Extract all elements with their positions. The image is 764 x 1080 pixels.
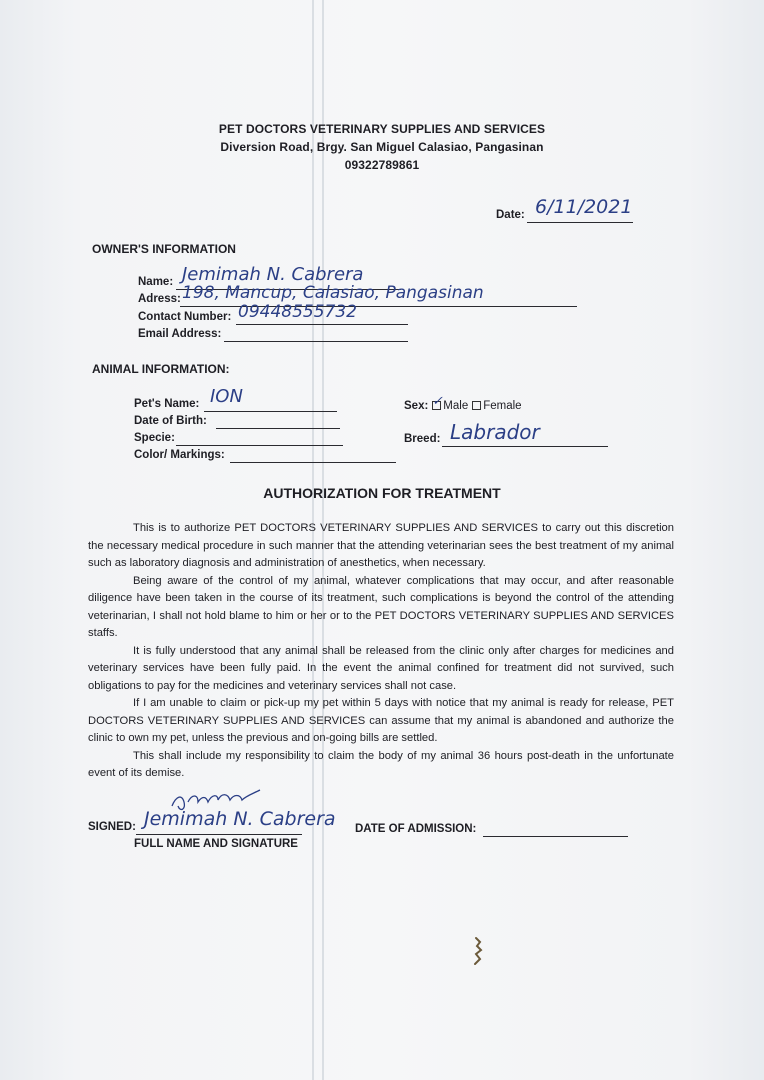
owner-contact-value[interactable]: 09448555732 — [238, 302, 357, 322]
ink-smudge-icon — [470, 936, 486, 966]
dob-label: Date of Birth: — [134, 415, 207, 427]
authorization-paragraph: It is fully understood that any animal shall be released from the clinic only after charges for medicines and veterinary services have been fully paid. In the event the animal confined for treatment did not survived, such obligations to pay for the medicines and veterinary services shall not case. — [88, 644, 674, 692]
signature-caption: FULL NAME AND SIGNATURE — [134, 838, 298, 850]
owner-address-value[interactable]: 198, Mancup, Calasiao, Pangasinan — [182, 283, 484, 303]
owner-contact-label: Contact Number: — [138, 311, 232, 323]
owner-contact-line — [236, 324, 408, 325]
business-address: Diversion Road, Brgy. San Miguel Calasiao, Pangasinan — [220, 140, 544, 154]
owner-address-label: Adress: — [138, 293, 181, 305]
color-markings-line — [230, 462, 396, 463]
female-option-label: Female — [483, 400, 522, 412]
owner-name-label: Name: — [138, 276, 174, 288]
authorization-body — [88, 520, 674, 783]
authorization-title: AUTHORIZATION FOR TREATMENT — [263, 485, 501, 501]
animal-section-title: ANIMAL INFORMATION: — [92, 362, 230, 376]
date-value[interactable]: 6/11/2021 — [535, 196, 633, 218]
sex-label: Sex: — [404, 400, 429, 412]
breed-value[interactable]: Labrador — [450, 420, 540, 444]
owner-email-line — [224, 341, 408, 342]
admission-date-line — [483, 836, 628, 837]
authorization-paragraph: If I am unable to claim or pick-up my pet within 5 days with notice that my animal is ready for release, PET DOCTORS VETERINARY SUPPLIES AND SERVICES can assume that my animal is abandoned and authorize the clinic to own my pet, unless the previous and on-going bills are settled. — [88, 697, 674, 744]
male-option-label: Male — [443, 400, 469, 412]
breed-line — [442, 446, 608, 447]
dob-line — [216, 428, 340, 429]
pet-name-line — [204, 411, 337, 412]
signed-name[interactable]: Jemimah N. Cabrera — [144, 808, 336, 830]
authorization-paragraph: This shall include my responsibility to claim the body of my animal 36 hours post-death in the unfortunate event of its demise. — [88, 749, 674, 779]
owner-section-title: OWNER'S INFORMATION — [92, 242, 236, 256]
female-checkbox[interactable] — [472, 401, 481, 410]
owner-email-label: Email Address: — [138, 328, 222, 340]
owner-name-value[interactable]: Jemimah N. Cabrera — [182, 264, 364, 285]
authorization-paragraph: Being aware of the control of my animal, whatever complications that may occur, and after reasonable diligence have been taken in the course of its treatment, such complications is beyond the control of the attending veterinarian, I shall not hold blame to him or her or to the PET DOCTORS VETERINARY SUPPLIES AND SERVICES staffs. — [88, 574, 674, 639]
specie-line — [176, 445, 343, 446]
pet-name-label: Pet's Name: — [134, 398, 200, 410]
date-line — [527, 222, 633, 223]
admission-date-label: DATE OF ADMISSION: — [355, 823, 477, 835]
sex-field — [404, 400, 522, 412]
signed-label: SIGNED: — [88, 821, 136, 833]
authorization-paragraph: This is to authorize PET DOCTORS VETERINARY SUPPLIES AND SERVICES to carry out this discretion the necessary medical procedure in such manner that the attending veterinarian sees the best treatment of my animal such as laboratory diagnosis and administration of anesthetics, when necessary. — [88, 522, 674, 569]
specie-label: Specie: — [134, 432, 175, 444]
business-phone: 09322789861 — [344, 158, 420, 172]
business-name: PET DOCTORS VETERINARY SUPPLIES AND SERVICES — [218, 122, 546, 136]
male-check-mark-icon: ✓ — [432, 393, 443, 408]
breed-label: Breed: — [404, 433, 441, 445]
signature-line — [136, 834, 302, 835]
date-label: Date: — [496, 209, 525, 221]
color-markings-label: Color/ Markings: — [134, 449, 225, 461]
pet-name-value[interactable]: ION — [210, 386, 243, 407]
